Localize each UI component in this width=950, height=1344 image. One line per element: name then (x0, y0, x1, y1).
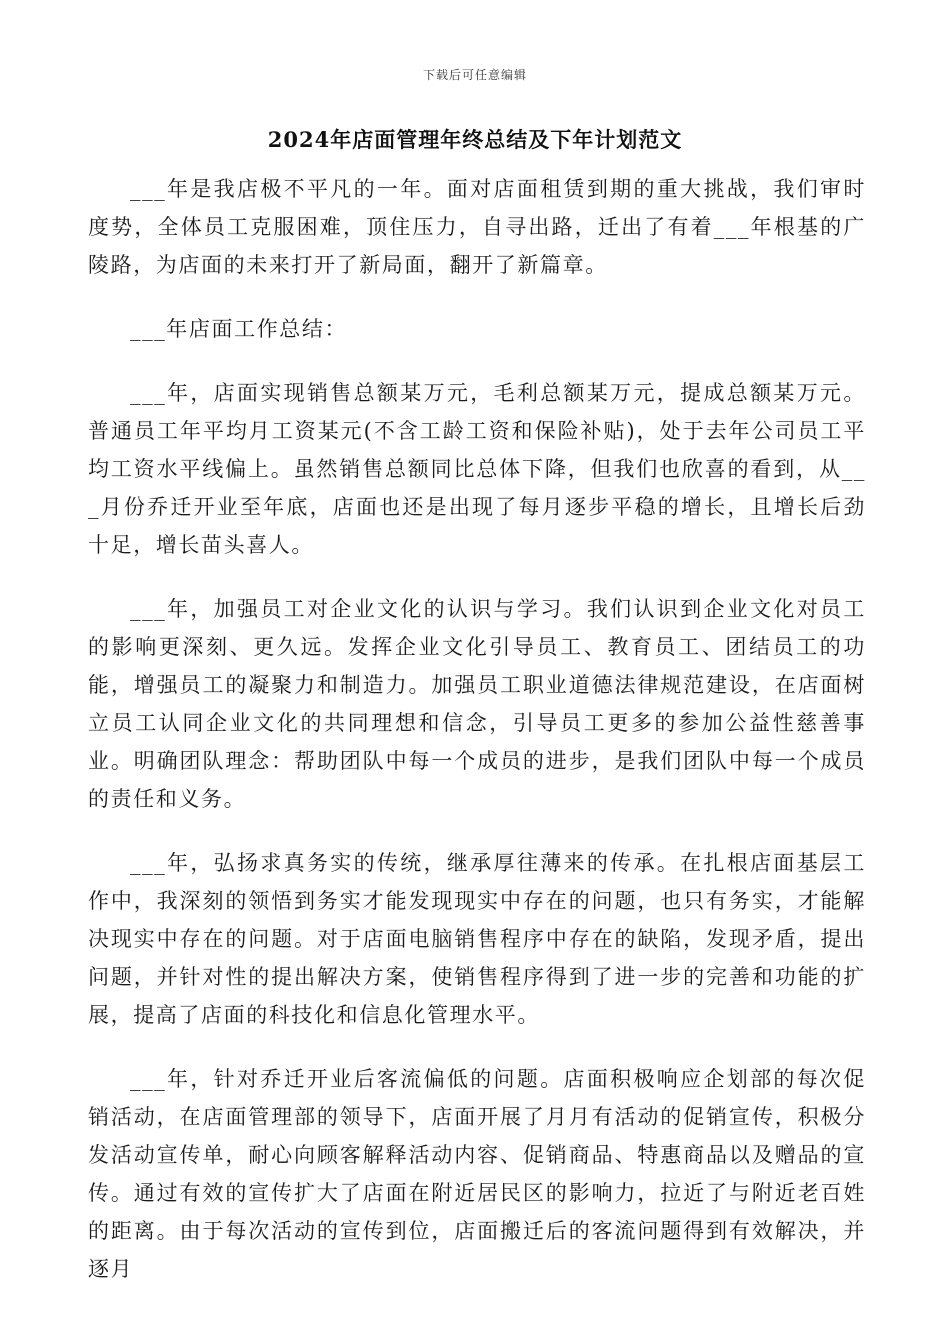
paragraph-culture: ___年，加强员工对企业文化的认识与学习。我们认识到企业文化对员工的影响更深刻、更久远。发挥企业文化引导员工、教育员工、团结员工的功能，增强员工的凝聚力和制造力。加强员工职业道德法律规范建设，在店面树立员工认同企业文化的共同理想和信念，引导员工更多的参加公益性慈善事业。明确团队理念：帮助团队中每一个成员的进步，是我们团队中每一个成员的责任和义务。 (88, 597, 866, 811)
paragraph-promotion: ___年，针对乔迁开业后客流偏低的问题。店面积极响应企划部的每次促销活动，在店面管理部的领导下，店面开展了月月有活动的促销宣传，积极分发活动宣传单，耐心向顾客解释活动内容、促销商品、特惠商品以及赠品的宣传。通过有效的宣传扩大了店面在附近居民区的影响力，拉近了与附近老百姓的距离。由于每次活动的宣传到位，店面搬迁后的客流问题得到有效解决，并逐月 (88, 1067, 866, 1281)
paragraph-summary-heading: ___年店面工作总结： (130, 317, 348, 341)
paragraph-pragmatism: ___年，弘扬求真务实的传统，继承厚往薄来的传承。在扎根店面基层工作中，我深刻的领悟到务实才能发现现实中存在的问题，也只有务实，才能解决现实中存在的问题。对于店面电脑销售程序中存在的缺陷，发现矛盾，提出问题，并针对性的提出解决方案，使销售程序得到了进一步的完善和功能的扩展，提高了店面的科技化和信息化管理水平。 (88, 851, 866, 1027)
document-body (88, 170, 866, 1314)
paragraph-sales: ___年，店面实现销售总额某万元，毛利总额某万元，提成总额某万元。普通员工年平均月工资某元(不含工龄工资和保险补贴)，处于去年公司员工平均工资水平线偏上。虽然销售总额同比总体下降，但我们也欣喜的看到，从___月份乔迁开业至年底，店面也还是出现了每月逐步平稳的增长，且增长后劲十足，增长苗头喜人。 (88, 381, 866, 557)
header-note: 下载后可任意编辑 (422, 68, 527, 82)
paragraph-intro: ___年是我店极不平凡的一年。面对店面租赁到期的重大挑战，我们审时度势，全体员工克服困难，顶住压力，自寻出路，迁出了有着___年根基的广陵路，为店面的未来打开了新局面，翻开了新篇章。 (88, 177, 866, 277)
document-title: 2024年店面管理年终总结及下年计划范文 (267, 127, 683, 152)
